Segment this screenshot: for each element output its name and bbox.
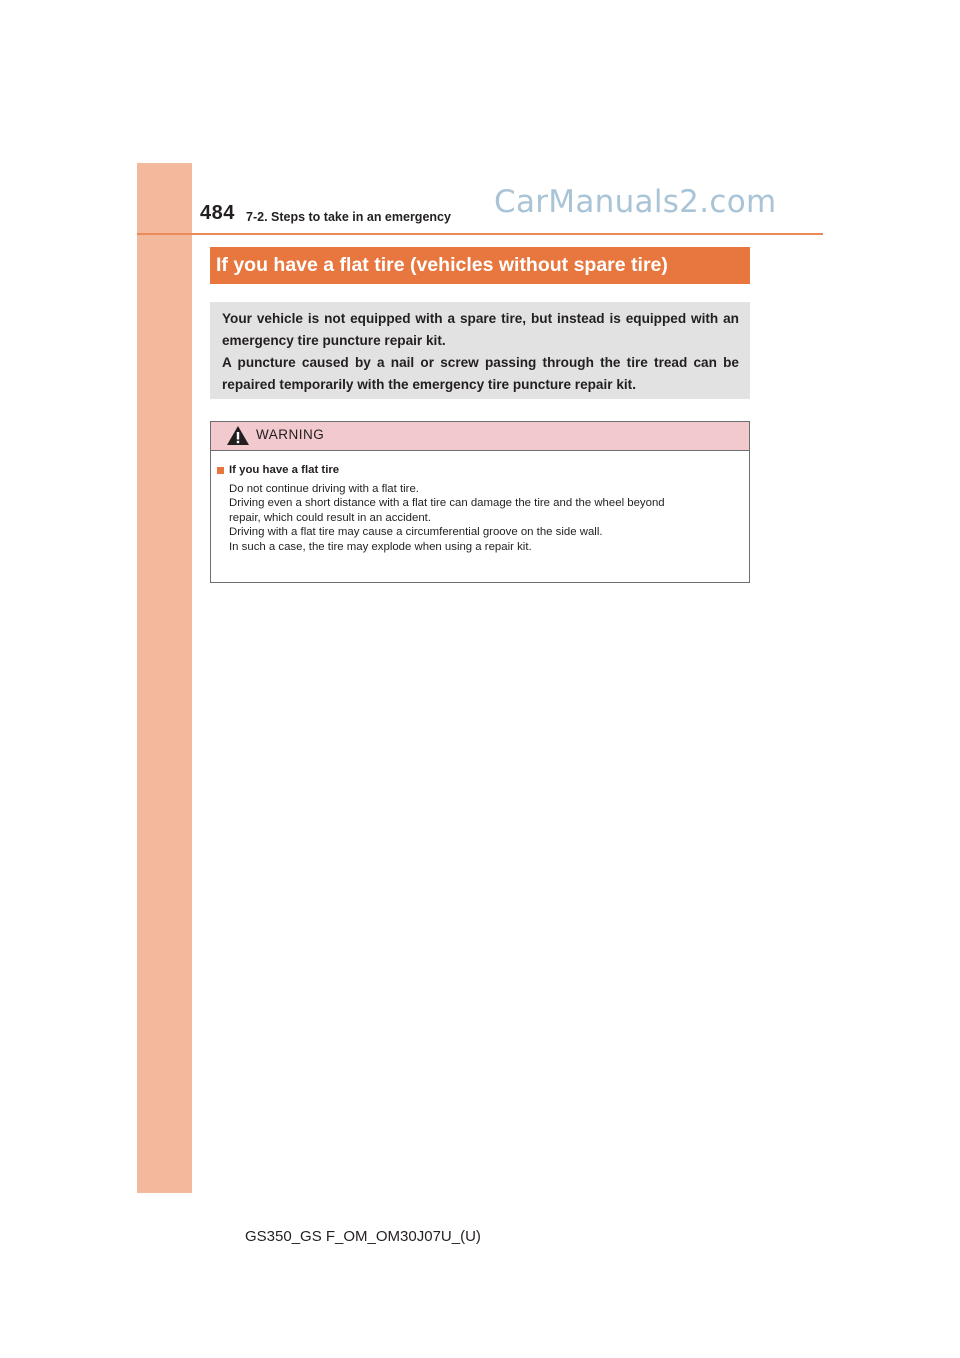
document-code: GS350_GS F_OM_OM30J07U_(U) (245, 1228, 481, 1245)
chapter-side-tab (137, 163, 192, 1193)
intro-box (210, 302, 750, 399)
watermark-text: CarManuals2.com (494, 184, 777, 220)
warning-triangle-icon (226, 425, 250, 446)
square-bullet-icon (217, 467, 224, 474)
warning-header (211, 422, 749, 451)
warning-text (217, 482, 740, 555)
page-number: 484 (200, 202, 235, 224)
warning-subheading-text: If you have a flat tire (229, 464, 340, 476)
warning-subheading (217, 463, 740, 478)
intro-paragraph-2: A puncture caused by a nail or screw passing through the tire tread can be repaired temporarily with the emergency tire puncture repair kit. (222, 355, 739, 392)
section-title-bar (210, 247, 750, 284)
header-divider (137, 233, 823, 235)
page-title: If you have a flat tire (vehicles without spare tire) (216, 254, 668, 276)
warning-line: Do not continue driving with a flat tire. (229, 482, 419, 495)
section-label: 7-2. Steps to take in an emergency (246, 210, 451, 224)
warning-line: Driving even a short distance with a flat tire can damage the tire and the wheel beyond (229, 497, 665, 510)
warning-line: In such a case, the tire may explode when using a repair kit. (229, 540, 532, 553)
warning-line: repair, which could result in an accident. (229, 511, 431, 524)
warning-box (210, 421, 750, 583)
warning-line: Driving with a flat tire may cause a circumferential groove on the side wall. (229, 526, 603, 539)
warning-label: WARNING (256, 427, 325, 442)
warning-body (211, 451, 749, 555)
intro-paragraph-1: Your vehicle is not equipped with a spare tire, but instead is equipped with an emergency tire puncture repair kit. (222, 311, 739, 348)
